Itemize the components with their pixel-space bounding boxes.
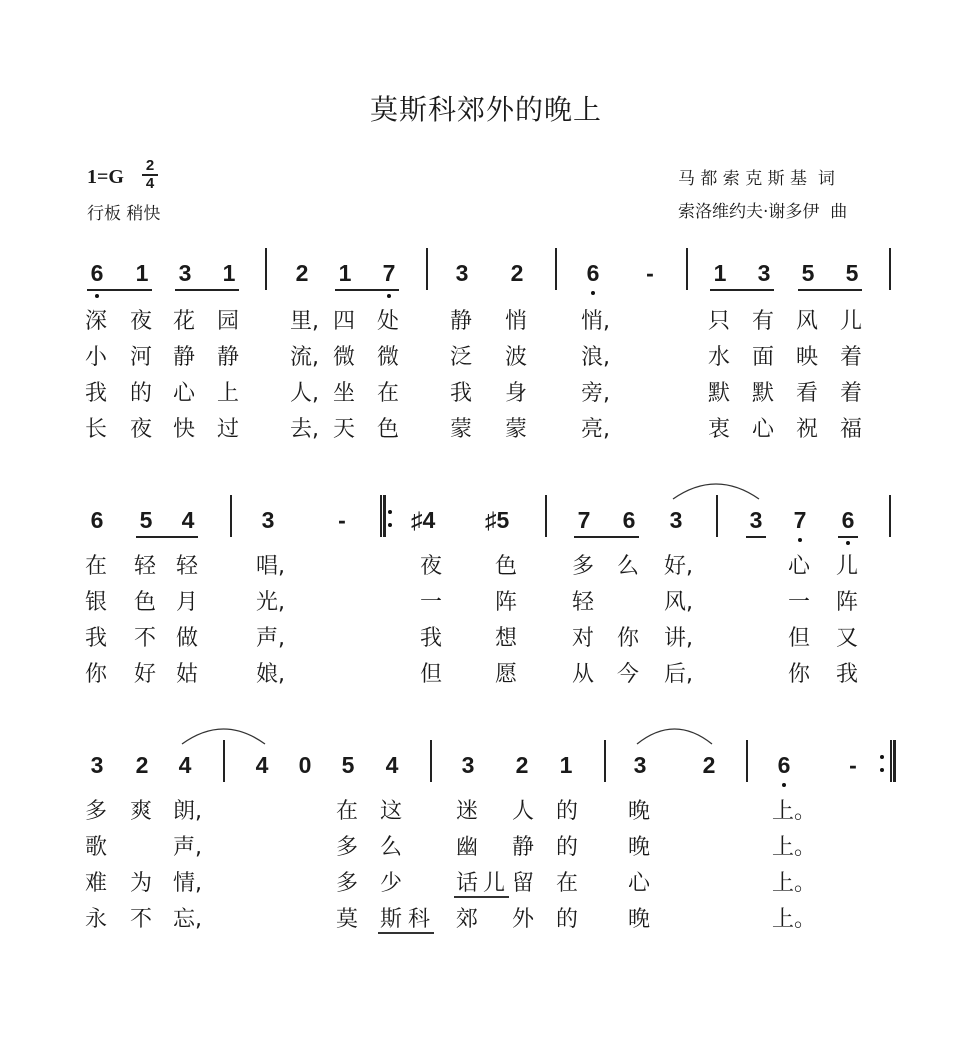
note: 3: [178, 260, 192, 286]
barline: [555, 248, 557, 290]
note: ♯5: [485, 507, 510, 533]
lyric-syllable: 一: [788, 590, 811, 615]
lyric-syllable: 色: [495, 554, 518, 579]
lyric-syllable: 静: [512, 835, 535, 860]
note: 6: [777, 752, 791, 778]
lyricist-credit: 马 都 索 克 斯 基 词: [678, 169, 835, 189]
lyric-syllable: 坐: [333, 381, 356, 406]
lyric-syllable: 但: [788, 626, 811, 651]
note: ♯4: [411, 507, 436, 533]
song-title: 莫斯科郊外的晚上: [369, 93, 602, 126]
lyric-syllable: 么: [380, 835, 403, 860]
note: 2: [510, 260, 524, 286]
lyric-syllable: 阵: [495, 590, 518, 615]
note: 7: [382, 260, 396, 286]
lyric-syllable: 心: [788, 554, 811, 579]
repeat-dot: [388, 510, 392, 514]
lyric-syllable: 儿: [840, 309, 863, 334]
octave-dot-below: [591, 291, 595, 295]
barline: [265, 248, 267, 290]
lyric-syllable: 银: [85, 590, 108, 615]
note: 1: [222, 260, 236, 286]
lyric-syllable: 只: [708, 309, 731, 334]
lyric-syllable: 福: [840, 417, 863, 442]
lyric-syllable: 浪,: [581, 345, 610, 370]
key-signature: 1=G: [87, 166, 124, 188]
note: 2: [295, 260, 309, 286]
barline: [223, 740, 225, 782]
lyric-syllable: 微: [333, 345, 356, 370]
lyric-syllable: 话: [456, 871, 479, 896]
repeat-dot: [880, 755, 884, 759]
barline: [230, 495, 232, 537]
lyric-syllable: 姑: [176, 662, 199, 687]
barline: [604, 740, 606, 782]
note: 3: [633, 752, 647, 778]
lyric-syllable: 讲,: [664, 626, 693, 651]
lyric-syllable: 儿: [483, 871, 506, 896]
lyric-syllable: 上。: [772, 835, 817, 860]
lyric-syllable: 今: [617, 662, 640, 687]
note: 1: [713, 260, 727, 286]
lyric-syllable: 去,: [290, 417, 319, 442]
lyric-syllable: 么: [617, 554, 640, 579]
lyric-syllable: 少: [380, 871, 403, 896]
lyric-syllable: 娘,: [256, 662, 285, 687]
lyric-syllable: 我: [85, 626, 108, 651]
lyric-syllable: 人: [512, 799, 535, 824]
lyric-syllable: 心: [173, 381, 196, 406]
lyric-syllable: 泛: [450, 345, 473, 370]
lyric-syllable: 人,: [290, 381, 319, 406]
barline: [716, 495, 718, 537]
lyric-syllable: 里,: [290, 309, 319, 334]
lyric-syllable: 园: [217, 309, 240, 334]
lyric-syllable: 晚: [628, 799, 651, 824]
note: 4: [178, 752, 192, 778]
lyric-syllable: 轻: [176, 554, 199, 579]
lyric-syllable: 处: [377, 309, 400, 334]
barline: [889, 495, 891, 537]
underline-beam: [136, 536, 198, 538]
underline-beam: [710, 289, 774, 291]
lyric-syllable: 不: [130, 907, 153, 932]
lyric-syllable: 我: [450, 381, 473, 406]
note: 2: [515, 752, 529, 778]
note: -: [849, 752, 857, 778]
lyric-syllable: 四: [333, 309, 356, 334]
lyric-syllable: 科: [408, 907, 431, 932]
lyric-syllable: 月: [176, 590, 199, 615]
lyric-syllable: 衷: [708, 417, 731, 442]
lyric-syllable: 不: [134, 626, 157, 651]
time-signature: [142, 158, 158, 192]
lyric-syllable: 留: [512, 871, 535, 896]
lyric-syllable: 情,: [173, 871, 202, 896]
lyric-syllable: 风,: [664, 590, 693, 615]
lyric-syllable: 心: [752, 417, 775, 442]
lyric-syllable: 声,: [173, 835, 202, 860]
underline-beam: [335, 289, 399, 291]
lyric-syllable: 声,: [256, 626, 285, 651]
repeat-dot: [880, 768, 884, 772]
lyric-syllable: 在: [336, 799, 359, 824]
lyric-syllable: 波: [505, 345, 528, 370]
note: 3: [757, 260, 771, 286]
lyric-syllable: 多: [85, 799, 108, 824]
note: 4: [385, 752, 399, 778]
tempo-marking: 行板 稍快: [87, 204, 161, 224]
lyric-syllable: 做: [176, 626, 199, 651]
lyric-syllable: 有: [752, 309, 775, 334]
octave-dot-below: [782, 783, 786, 787]
note: 6: [622, 507, 636, 533]
repeat-barline-thin: [890, 740, 892, 782]
lyric-syllable: 悄: [505, 309, 528, 334]
barline: [686, 248, 688, 290]
lyric-underline: [454, 896, 509, 898]
composer-credit: 索洛维约夫·谢多伊 曲: [678, 202, 848, 222]
time-signature-bottom: 4: [145, 174, 155, 192]
lyric-syllable: 静: [173, 345, 196, 370]
note: 1: [559, 752, 573, 778]
note: 5: [801, 260, 815, 286]
slur: [181, 722, 266, 746]
lyric-syllable: 多: [336, 835, 359, 860]
lyric-syllable: 轻: [572, 590, 595, 615]
lyric-syllable: 天: [333, 417, 356, 442]
note: 5: [341, 752, 355, 778]
lyric-syllable: 风: [796, 309, 819, 334]
note: 5: [139, 507, 153, 533]
lyric-syllable: 上: [217, 381, 240, 406]
lyric-syllable: 上。: [772, 799, 817, 824]
note: 6: [586, 260, 600, 286]
note: 2: [702, 752, 716, 778]
lyric-syllable: 我: [420, 626, 443, 651]
octave-dot-below: [798, 538, 802, 542]
lyric-syllable: 后,: [664, 662, 693, 687]
lyric-syllable: 快: [173, 417, 196, 442]
lyric-syllable: 流,: [290, 345, 319, 370]
lyric-syllable: 微: [377, 345, 400, 370]
lyric-underline: [378, 932, 434, 934]
note: 3: [461, 752, 475, 778]
lyric-syllable: 阵: [836, 590, 859, 615]
note: 1: [338, 260, 352, 286]
lyric-syllable: 的: [556, 835, 579, 860]
lyric-syllable: 在: [556, 871, 579, 896]
lyric-syllable: 悄,: [581, 309, 610, 334]
lyric-syllable: 难: [85, 871, 108, 896]
note: -: [338, 507, 346, 533]
lyric-syllable: 斯: [380, 907, 403, 932]
lyric-syllable: 旁,: [581, 381, 610, 406]
repeat-barline-thick: [893, 740, 896, 782]
lyric-syllable: 好: [134, 662, 157, 687]
lyric-syllable: 祝: [796, 417, 819, 442]
barline: [746, 740, 748, 782]
note: 3: [455, 260, 469, 286]
slur: [636, 722, 713, 746]
note: 7: [793, 507, 807, 533]
lyric-syllable: 上。: [772, 871, 817, 896]
lyric-syllable: 晚: [628, 835, 651, 860]
lyric-syllable: 晚: [628, 907, 651, 932]
barline: [545, 495, 547, 537]
repeat-dot: [388, 523, 392, 527]
lyric-syllable: 多: [572, 554, 595, 579]
note: 1: [135, 260, 149, 286]
note: 7: [577, 507, 591, 533]
lyric-syllable: 这: [380, 799, 403, 824]
lyric-syllable: 我: [836, 662, 859, 687]
underline-beam: [574, 536, 639, 538]
repeat-barline-thin: [380, 495, 382, 537]
underline-beam: [838, 536, 858, 538]
lyric-syllable: 看: [796, 381, 819, 406]
note: 6: [841, 507, 855, 533]
lyric-syllable: 静: [217, 345, 240, 370]
lyric-syllable: 深: [85, 309, 108, 334]
lyric-syllable: 水: [708, 345, 731, 370]
lyric-syllable: 朗,: [173, 799, 202, 824]
octave-dot-below: [387, 294, 391, 298]
lyric-syllable: 夜: [130, 417, 153, 442]
lyric-syllable: 在: [377, 381, 400, 406]
note: 6: [90, 507, 104, 533]
lyric-syllable: 默: [708, 381, 731, 406]
note: 6: [90, 260, 104, 286]
lyric-syllable: 我: [85, 381, 108, 406]
lyric-syllable: 忘,: [173, 907, 202, 932]
lyric-syllable: 花: [173, 309, 196, 334]
note: 4: [181, 507, 195, 533]
lyric-syllable: 过: [217, 417, 240, 442]
note: 3: [669, 507, 683, 533]
lyric-syllable: 的: [556, 799, 579, 824]
slur: [672, 477, 760, 501]
lyric-syllable: 又: [836, 626, 859, 651]
lyric-syllable: 光,: [256, 590, 285, 615]
underline-beam: [87, 289, 152, 291]
underline-beam: [798, 289, 862, 291]
note: 5: [845, 260, 859, 286]
barline: [889, 248, 891, 290]
barline: [426, 248, 428, 290]
repeat-barline-thick: [383, 495, 386, 537]
lyric-syllable: 郊: [456, 907, 479, 932]
lyric-syllable: 从: [572, 662, 595, 687]
note: 3: [261, 507, 275, 533]
note: 4: [255, 752, 269, 778]
lyric-syllable: 你: [617, 626, 640, 651]
note: 3: [90, 752, 104, 778]
octave-dot-below: [95, 294, 99, 298]
time-signature-top: 2: [145, 157, 155, 174]
lyric-syllable: 色: [377, 417, 400, 442]
lyric-syllable: 夜: [420, 554, 443, 579]
lyric-syllable: 夜: [130, 309, 153, 334]
note: -: [646, 260, 654, 286]
lyric-syllable: 静: [450, 309, 473, 334]
lyric-syllable: 亮,: [581, 417, 610, 442]
lyric-syllable: 爽: [130, 799, 153, 824]
lyric-syllable: 你: [788, 662, 811, 687]
lyric-syllable: 迷: [456, 799, 479, 824]
note: 3: [749, 507, 763, 533]
lyric-syllable: 着: [840, 381, 863, 406]
lyric-syllable: 蒙: [505, 417, 528, 442]
lyric-syllable: 映: [796, 345, 819, 370]
lyric-syllable: 河: [130, 345, 153, 370]
barline: [430, 740, 432, 782]
lyric-syllable: 想: [495, 626, 518, 651]
lyric-syllable: 轻: [134, 554, 157, 579]
lyric-syllable: 面: [752, 345, 775, 370]
lyric-syllable: 在: [85, 554, 108, 579]
lyric-syllable: 好,: [664, 554, 693, 579]
lyric-syllable: 为: [130, 871, 153, 896]
lyric-syllable: 的: [130, 381, 153, 406]
lyric-syllable: 长: [85, 417, 108, 442]
lyric-syllable: 愿: [495, 662, 518, 687]
lyric-syllable: 色: [134, 590, 157, 615]
lyric-syllable: 唱,: [256, 554, 285, 579]
lyric-syllable: 小: [85, 345, 108, 370]
lyric-syllable: 上。: [772, 907, 817, 932]
lyric-syllable: 歌: [85, 835, 108, 860]
lyric-syllable: 但: [420, 662, 443, 687]
lyric-syllable: 心: [628, 871, 651, 896]
note: 2: [135, 752, 149, 778]
lyric-syllable: 着: [840, 345, 863, 370]
lyric-syllable: 身: [505, 381, 528, 406]
lyric-syllable: 儿: [836, 554, 859, 579]
lyric-syllable: 外: [512, 907, 535, 932]
lyric-syllable: 默: [752, 381, 775, 406]
lyric-syllable: 一: [420, 590, 443, 615]
underline-beam: [746, 536, 766, 538]
underline-beam: [175, 289, 239, 291]
lyric-syllable: 永: [85, 907, 108, 932]
note: 0: [298, 752, 312, 778]
lyric-syllable: 蒙: [450, 417, 473, 442]
lyric-syllable: 莫: [336, 907, 359, 932]
lyric-syllable: 的: [556, 907, 579, 932]
lyric-syllable: 对: [572, 626, 595, 651]
lyric-syllable: 多: [336, 871, 359, 896]
lyric-syllable: 你: [85, 662, 108, 687]
lyric-syllable: 幽: [456, 835, 479, 860]
octave-dot-below: [846, 541, 850, 545]
